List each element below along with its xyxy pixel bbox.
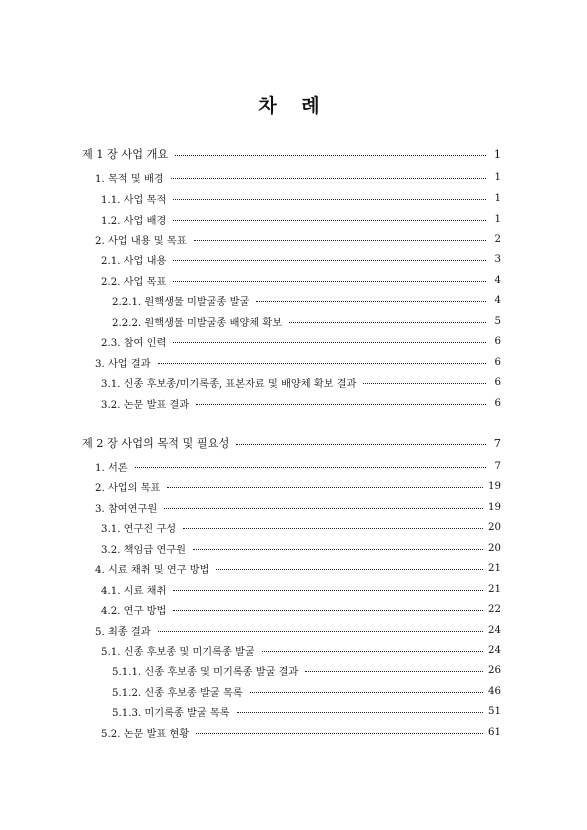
toc-entry-page: 20 — [488, 542, 501, 554]
toc-entry-page: 26 — [488, 664, 501, 676]
toc-entry-page: 5 — [494, 315, 501, 327]
toc-entry-label: 1.2. 사업 배경 — [101, 215, 167, 227]
toc-entry[interactable] — [0, 394, 587, 412]
toc-entry-label: 2.2.1. 원핵생물 미발굴종 발굴 — [112, 296, 250, 308]
toc-entry-label: 5. 최종 결과 — [95, 626, 151, 638]
toc-entry-page: 24 — [488, 624, 501, 636]
toc-entry-label: 5.1. 신종 후보종 및 미기록종 발굴 — [101, 646, 255, 658]
dot-leader — [135, 466, 486, 468]
toc-entry-page: 1 — [494, 213, 501, 225]
toc-entry-label: 1.1. 사업 목적 — [101, 194, 167, 206]
toc-entry[interactable] — [0, 539, 587, 557]
toc-entry[interactable] — [0, 312, 587, 330]
dot-leader — [262, 650, 483, 652]
toc-entry[interactable] — [0, 723, 587, 741]
toc-entry-page: 6 — [494, 356, 501, 368]
toc-entry-page: 21 — [488, 562, 501, 574]
toc-entry[interactable] — [0, 518, 587, 536]
dot-leader — [158, 362, 486, 364]
toc-entry-label: 5.1.3. 미기록종 발굴 목록 — [112, 707, 230, 719]
dot-leader — [216, 568, 483, 570]
toc-entry-label: 2.2.2. 원핵생물 미발굴종 배양체 확보 — [112, 317, 283, 329]
dot-leader — [173, 341, 486, 343]
toc-entry-page: 2 — [494, 233, 501, 245]
toc-entry-page: 51 — [488, 705, 501, 717]
toc-entry-label: 제 1 장 사업 개요 — [82, 148, 169, 161]
dot-leader — [250, 691, 483, 693]
toc-entry-label: 4.2. 연구 방법 — [101, 605, 167, 617]
toc-entry-label: 3.1. 신종 후보종/미기록종, 표본자료 및 배양체 확보 결과 — [101, 378, 357, 390]
toc-entry-label: 2.1. 사업 내용 — [101, 255, 167, 267]
toc-entry-page: 21 — [488, 583, 501, 595]
dot-leader — [363, 382, 486, 384]
dot-leader — [164, 507, 483, 509]
toc-entry-label: 4.1. 시료 채취 — [101, 585, 167, 597]
toc-entry[interactable] — [0, 210, 587, 228]
toc-entry-label: 1. 서론 — [95, 462, 128, 474]
dot-leader — [173, 198, 486, 200]
dot-leader — [158, 630, 483, 632]
page-title: 차 례 — [258, 95, 329, 117]
toc-entry-page: 6 — [494, 397, 501, 409]
toc-entry-label: 3.2. 논문 발표 결과 — [101, 399, 190, 411]
toc-entry[interactable] — [0, 661, 587, 679]
dot-leader — [167, 486, 483, 488]
toc-entry[interactable] — [0, 271, 587, 289]
toc-entry[interactable] — [0, 498, 587, 516]
dot-leader — [173, 609, 483, 611]
toc-entry[interactable] — [0, 168, 587, 186]
dot-leader — [237, 711, 483, 713]
toc-entry[interactable] — [0, 600, 587, 618]
toc-entry[interactable] — [0, 477, 587, 495]
dot-leader — [196, 403, 486, 405]
toc-entry-label: 3.2. 책임급 연구원 — [101, 544, 186, 556]
toc-entry[interactable] — [0, 373, 587, 391]
toc-entry-page: 1 — [493, 147, 501, 161]
dot-leader — [193, 548, 483, 550]
dot-leader — [236, 443, 486, 445]
dot-leader — [175, 154, 486, 156]
toc-entry-page: 4 — [494, 294, 501, 306]
toc-entry-chapter-2[interactable] — [0, 434, 587, 452]
toc-entry[interactable] — [0, 189, 587, 207]
toc-entry[interactable] — [0, 332, 587, 350]
toc-entry[interactable] — [0, 580, 587, 598]
toc-entry-page: 20 — [488, 521, 501, 533]
toc-entry-label: 제 2 장 사업의 목적 및 필요성 — [82, 437, 230, 450]
toc-entry-label: 2.2. 사업 목표 — [101, 276, 167, 288]
toc-entry-label: 2. 사업의 목표 — [95, 482, 161, 494]
toc-entry-chapter-1[interactable] — [0, 145, 587, 163]
toc-entry-page: 1 — [494, 192, 501, 204]
toc-entry-label: 5.1.2. 신종 후보종 발굴 목록 — [112, 687, 243, 699]
dot-leader — [171, 177, 486, 179]
toc-entry-label: 5.2. 논문 발표 현황 — [101, 728, 190, 740]
toc-entry[interactable] — [0, 682, 587, 700]
dot-leader — [173, 219, 486, 221]
toc-entry-page: 6 — [494, 376, 501, 388]
toc-entry[interactable] — [0, 702, 587, 720]
toc-entry-label: 3.1. 연구진 구성 — [101, 523, 177, 535]
toc-entry[interactable] — [0, 641, 587, 659]
dot-leader — [256, 300, 486, 302]
toc-entry[interactable] — [0, 559, 587, 577]
toc-entry-page: 46 — [488, 685, 501, 697]
toc-entry-label: 1. 목적 및 배경 — [95, 173, 164, 185]
toc-entry-page: 3 — [494, 253, 501, 265]
toc-entry-label: 3. 참여연구원 — [95, 503, 158, 515]
toc-entry-page: 6 — [494, 335, 501, 347]
dot-leader — [173, 280, 486, 282]
dot-leader — [305, 670, 483, 672]
dot-leader — [183, 527, 483, 529]
toc-entry[interactable] — [0, 353, 587, 371]
toc-entry-page: 19 — [488, 501, 501, 513]
toc-entry-label: 4. 시료 채취 및 연구 방법 — [95, 564, 210, 576]
toc-entry-page: 4 — [494, 274, 501, 286]
dot-leader — [196, 732, 483, 734]
toc-entry[interactable] — [0, 250, 587, 268]
toc-entry-page: 61 — [488, 726, 501, 738]
toc-entry-label: 5.1.1. 신종 후보종 및 미기록종 발굴 결과 — [112, 666, 299, 678]
dot-leader — [194, 239, 486, 241]
toc-entry-page: 7 — [493, 436, 501, 450]
toc-entry-page: 1 — [494, 171, 501, 183]
toc-entry-page: 7 — [494, 460, 501, 472]
toc-entry-label: 2. 사업 내용 및 목표 — [95, 235, 187, 247]
toc-entry-page: 19 — [488, 480, 501, 492]
dot-leader — [173, 259, 486, 261]
toc-entry[interactable] — [0, 291, 587, 309]
toc-entry[interactable] — [0, 230, 587, 248]
dot-leader — [289, 321, 486, 323]
toc-entry[interactable] — [0, 621, 587, 639]
toc-entry-label: 3. 사업 결과 — [95, 358, 151, 370]
toc-entry-label: 2.3. 참여 인력 — [101, 337, 167, 349]
toc-entry-page: 24 — [488, 644, 501, 656]
toc-entry[interactable] — [0, 457, 587, 475]
dot-leader — [173, 589, 483, 591]
toc-entry-page: 22 — [488, 603, 501, 615]
